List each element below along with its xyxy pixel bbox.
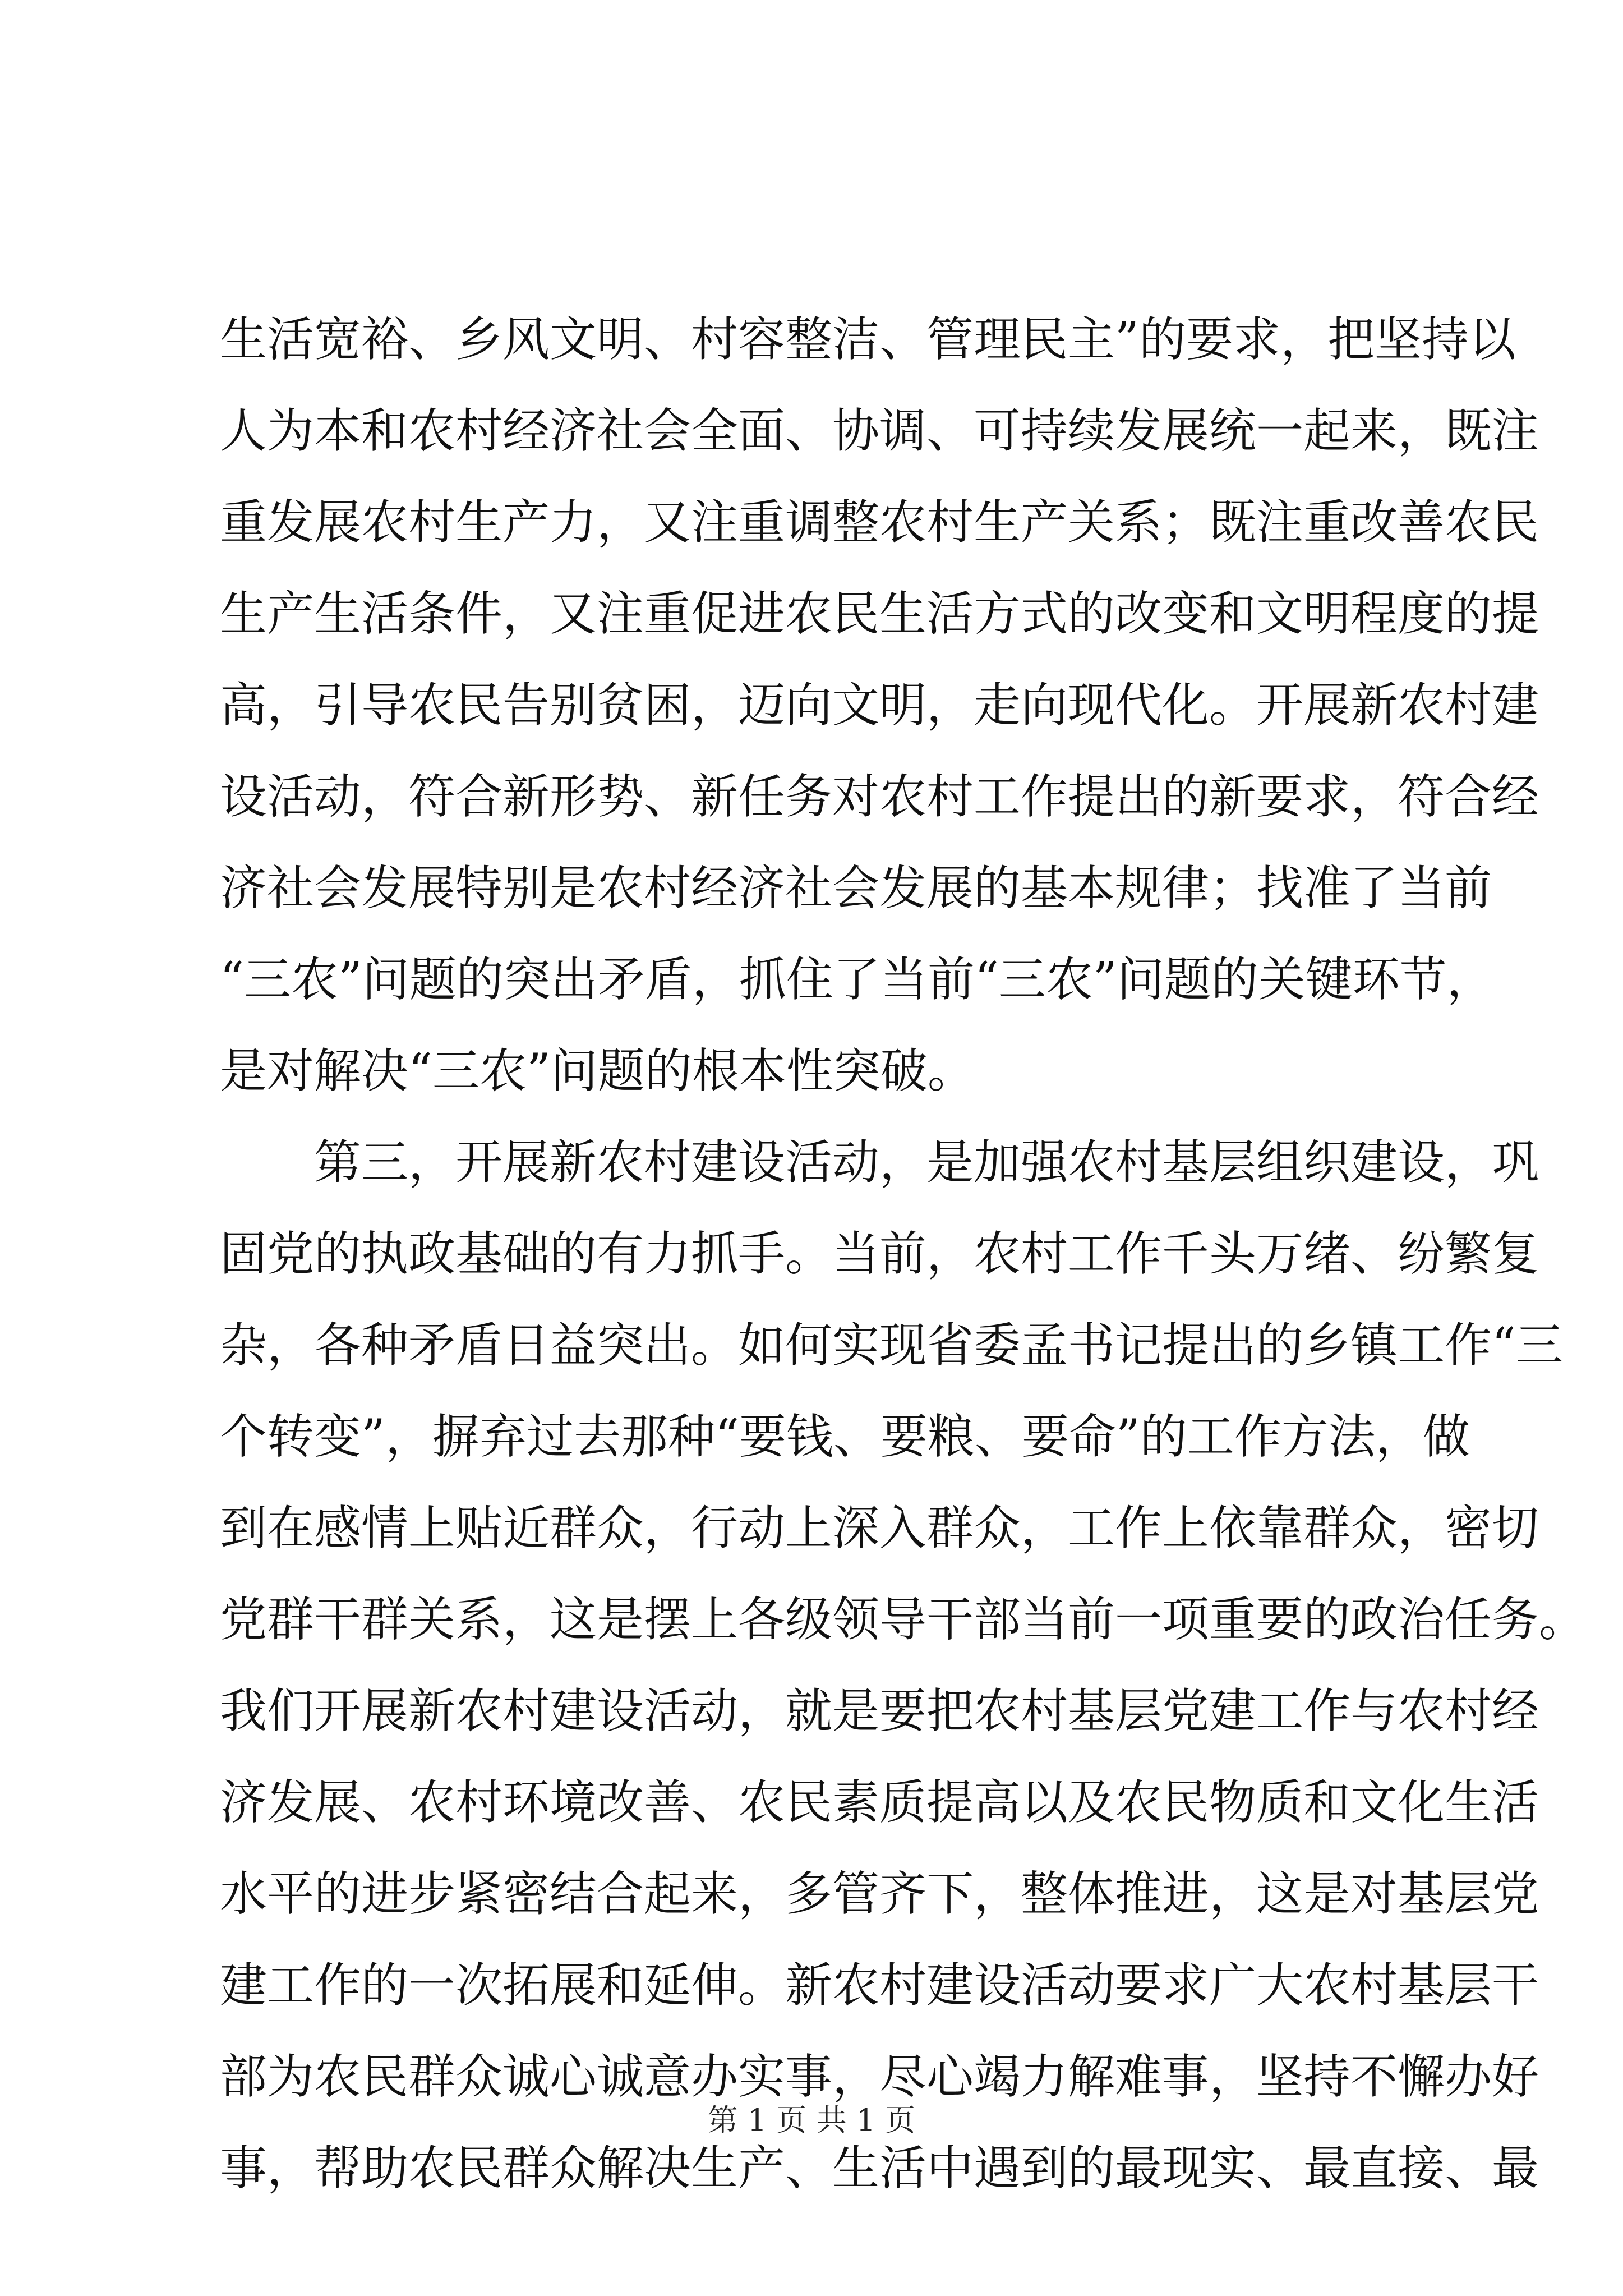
text-line: 个转变”，摒弃过去那种“要钱、要粮、要命”的工作方法，做 xyxy=(220,1409,1470,1464)
text-line: 设活动，符合新形势、新任务对农村工作提出的新要求，符合经 xyxy=(220,769,1539,824)
text-line: 部为农民群众诚心诚意办实事，尽心竭力解难事，坚持不懈办好 xyxy=(220,2049,1539,2104)
text-line: 人为本和农村经济社会全面、协调、可持续发展统一起来，既注 xyxy=(220,403,1539,458)
page-footer xyxy=(0,2101,1623,2140)
paragraph-end-line: 是对解决“三农”问题的根本性突破。 xyxy=(220,1043,975,1098)
text-line: 建工作的一次拓展和延伸。新农村建设活动要求广大农村基层干 xyxy=(220,1958,1539,2013)
text-line: 固党的执政基础的有力抓手。当前，农村工作千头万绪、纷繁复 xyxy=(220,1226,1539,1281)
text-line: 高，引导农民告别贫困，迈向文明，走向现代化。开展新农村建 xyxy=(220,678,1539,733)
text-line: 济发展、农村环境改善、农民素质提高以及农民物质和文化生活 xyxy=(220,1775,1539,1830)
text-line: 生产生活条件，又注重促进农民生活方式的改变和文明程度的提 xyxy=(220,586,1539,641)
text-line: 到在感情上贴近群众，行动上深入群众，工作上依靠群众，密切 xyxy=(220,1501,1539,1556)
page-number-label: 第 1 页 共 1 页 xyxy=(707,2102,916,2138)
text-line: 重发展农村生产力，又注重调整农村生产关系；既注重改善农民 xyxy=(220,495,1539,550)
text-line: 我们开展新农村建设活动，就是要把农村基层党建工作与农村经 xyxy=(220,1683,1539,1738)
text-line: 党群干群关系，这是摆上各级领导干部当前一项重要的政治任务。 xyxy=(220,1592,1587,1647)
text-line: “三农”问题的突出矛盾，抓住了当前“三农”问题的关键环节， xyxy=(220,952,1494,1007)
text-line: 生活宽裕、乡风文明、村容整洁、管理民主”的要求，把坚持以 xyxy=(220,312,1516,367)
document-body xyxy=(220,303,1587,2223)
text-line: 济社会发展特别是农村经济社会发展的基本规律；找准了当前 xyxy=(220,861,1492,915)
text-line: 水平的进步紧密结合起来，多管齐下，整体推进，这是对基层党 xyxy=(220,1866,1539,1921)
paragraph-start-line: 第三，开展新农村建设活动，是加强农村基层组织建设，巩 xyxy=(314,1135,1539,1190)
text-line: 事，帮助农民群众解决生产、生活中遇到的最现实、最直接、最 xyxy=(220,2141,1539,2196)
text-line: 杂，各种矛盾日益突出。如何实现省委孟书记提出的乡镇工作“三 xyxy=(220,1318,1563,1373)
